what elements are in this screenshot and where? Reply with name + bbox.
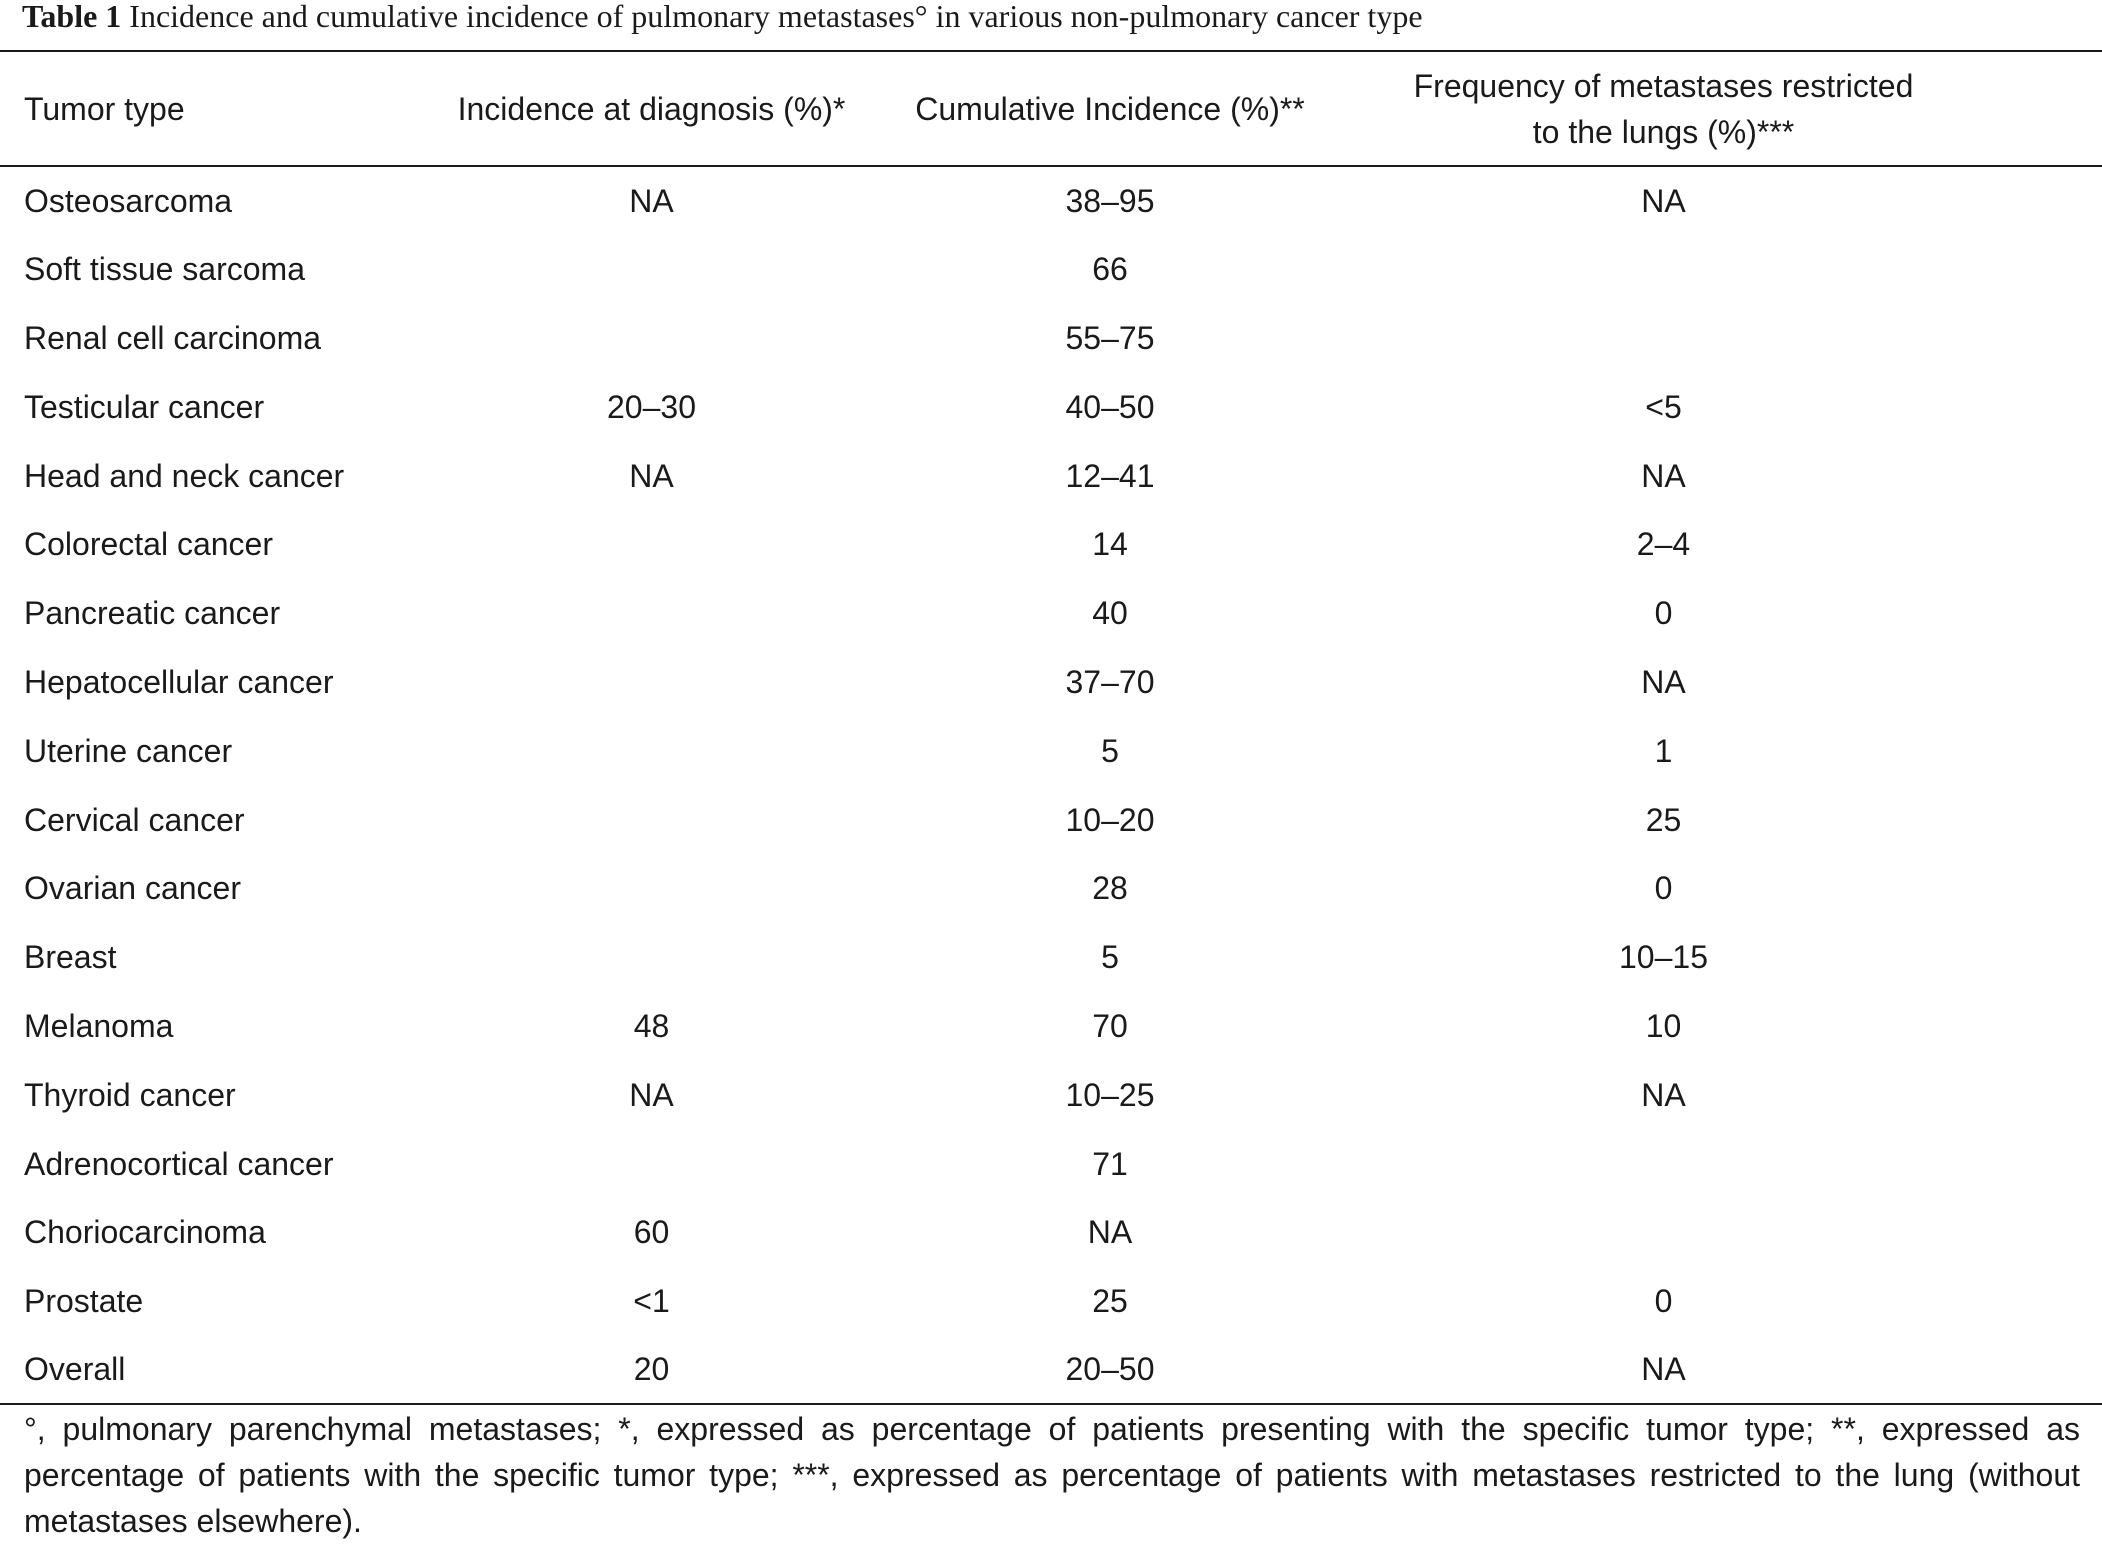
cumulative-incidence-cell: NA: [1087, 1214, 1133, 1251]
cumulative-incidence-cell: 10–20: [1065, 801, 1155, 838]
incidence-at-diagnosis-cell: [418, 923, 885, 992]
tumor-type-cell: Colorectal cancer: [24, 526, 273, 563]
incidence-at-diagnosis-cell: 20: [633, 1351, 670, 1388]
frequency-restricted-cell: 25: [1645, 801, 1682, 838]
header-row: [0, 51, 2102, 166]
table-row: [0, 1267, 2102, 1336]
table-row: [0, 235, 2102, 304]
tumor-type-cell: Adrenocortical cancer: [24, 1145, 334, 1182]
table-row: [0, 166, 2102, 235]
table-row: [0, 992, 2102, 1061]
header-frequency-line-1: Frequency of metastases restricted: [1413, 67, 1914, 104]
tumor-type-cell: Overall: [24, 1351, 126, 1388]
frequency-restricted-cell: [1335, 1198, 2102, 1267]
cumulative-incidence-cell: 38–95: [1065, 182, 1155, 219]
table-row: [0, 579, 2102, 648]
frequency-restricted-cell: 10: [1645, 1007, 1682, 1044]
incidence-at-diagnosis-cell: [418, 648, 885, 717]
cumulative-incidence-cell: 40: [1092, 595, 1128, 632]
frequency-restricted-cell: 0: [1654, 870, 1673, 907]
header-frequency-restricted-to-lungs: [1335, 51, 2102, 166]
cumulative-incidence-cell: 14: [1092, 526, 1128, 563]
tumor-type-cell: Soft tissue sarcoma: [24, 251, 305, 288]
incidence-at-diagnosis-cell: [418, 716, 885, 785]
cumulative-incidence-cell: 28: [1092, 870, 1128, 907]
incidence-at-diagnosis-cell: [418, 854, 885, 923]
incidence-table: [0, 50, 2102, 1405]
tumor-type-cell: Head and neck cancer: [24, 457, 345, 494]
table-row: [0, 923, 2102, 992]
frequency-restricted-cell: 2–4: [1636, 526, 1691, 563]
cumulative-incidence-cell: 66: [1092, 251, 1128, 288]
frequency-restricted-cell: [1335, 235, 2102, 304]
tumor-type-cell: Thyroid cancer: [24, 1076, 236, 1113]
cumulative-incidence-cell: 5: [1101, 939, 1119, 976]
table-footnote: °, pulmonary parenchymal metastases; *, expressed as percentage of patients presenting with the specific tumor type; **, expressed as percentage of patients with the specific tumor type; ***, expressed as percentage of patients with metastases restricted to the lung (without metastases elsewhere).: [24, 1411, 2080, 1539]
frequency-restricted-cell: NA: [1641, 457, 1686, 494]
cumulative-incidence-cell: 20–50: [1065, 1351, 1155, 1388]
tumor-type-cell: Hepatocellular cancer: [24, 663, 334, 700]
cumulative-incidence-cell: 37–70: [1065, 663, 1155, 700]
frequency-restricted-cell: NA: [1641, 1076, 1686, 1113]
incidence-at-diagnosis-cell: 60: [633, 1214, 670, 1251]
incidence-at-diagnosis-cell: [418, 1129, 885, 1198]
frequency-restricted-cell: 0: [1654, 1283, 1673, 1320]
caption-text: Incidence and cumulative incidence of pulmonary metastases° in various non-pulmonary cancer type: [129, 0, 1423, 34]
incidence-at-diagnosis-cell: [418, 304, 885, 373]
frequency-restricted-cell: 10–15: [1619, 939, 1708, 976]
header-incidence-at-diagnosis: Incidence at diagnosis (%)*: [457, 90, 846, 127]
cumulative-incidence-cell: 25: [1092, 1283, 1128, 1320]
tumor-type-cell: Cervical cancer: [24, 801, 245, 838]
table-row: [0, 854, 2102, 923]
incidence-at-diagnosis-cell: [418, 510, 885, 579]
frequency-restricted-cell: 0: [1654, 595, 1673, 632]
header-cumulative-incidence: Cumulative Incidence (%)**: [915, 90, 1305, 127]
cumulative-incidence-cell: 10–25: [1065, 1076, 1155, 1113]
tumor-type-cell: Testicular cancer: [24, 388, 265, 425]
incidence-at-diagnosis-cell: NA: [629, 457, 674, 494]
table-row: [0, 1336, 2102, 1405]
tumor-type-cell: Uterine cancer: [24, 732, 233, 769]
cumulative-incidence-cell: 55–75: [1065, 319, 1155, 356]
cumulative-incidence-cell: 71: [1092, 1145, 1128, 1182]
tumor-type-cell: Osteosarcoma: [24, 182, 233, 219]
frequency-restricted-cell: NA: [1641, 182, 1686, 219]
table-row: [0, 716, 2102, 785]
table-row: [0, 1198, 2102, 1267]
table-row: [0, 510, 2102, 579]
frequency-restricted-cell: 1: [1654, 732, 1673, 769]
table-row: [0, 1060, 2102, 1129]
incidence-at-diagnosis-cell: 20–30: [607, 388, 696, 425]
cumulative-incidence-cell: 5: [1101, 732, 1119, 769]
tumor-type-cell: Pancreatic cancer: [24, 595, 281, 632]
cumulative-incidence-cell: 70: [1092, 1007, 1128, 1044]
frequency-restricted-cell: <5: [1645, 388, 1682, 425]
header-frequency-line-2: to the lungs (%)***: [1532, 113, 1795, 150]
frequency-restricted-cell: [1335, 304, 2102, 373]
tumor-type-cell: Breast: [24, 939, 117, 976]
table-row: [0, 372, 2102, 441]
caption-label: Table 1: [22, 0, 122, 34]
incidence-at-diagnosis-cell: [418, 785, 885, 854]
frequency-restricted-cell: [1335, 1129, 2102, 1198]
tumor-type-cell: Ovarian cancer: [24, 870, 241, 907]
incidence-at-diagnosis-cell: [418, 579, 885, 648]
incidence-at-diagnosis-cell: 48: [633, 1007, 670, 1044]
tumor-type-cell: Melanoma: [24, 1007, 174, 1044]
incidence-at-diagnosis-cell: <1: [633, 1283, 670, 1320]
table-body: [0, 166, 2102, 1404]
tumor-type-cell: Renal cell carcinoma: [24, 319, 322, 356]
cumulative-incidence-cell: 40–50: [1065, 388, 1155, 425]
frequency-restricted-cell: NA: [1641, 1351, 1686, 1388]
tumor-type-cell: Prostate: [24, 1283, 144, 1320]
table-row: [0, 304, 2102, 373]
table-caption: [22, 0, 2082, 44]
incidence-at-diagnosis-cell: [418, 235, 885, 304]
cumulative-incidence-cell: 12–41: [1065, 457, 1155, 494]
table-row: [0, 785, 2102, 854]
incidence-at-diagnosis-cell: NA: [629, 1076, 674, 1113]
frequency-restricted-cell: NA: [1641, 663, 1686, 700]
tumor-type-cell: Choriocarcinoma: [24, 1214, 266, 1251]
incidence-at-diagnosis-cell: NA: [629, 182, 674, 219]
table-header: [0, 51, 2102, 166]
table-row: [0, 1129, 2102, 1198]
table-row: [0, 648, 2102, 717]
header-tumor-type: Tumor type: [24, 90, 185, 127]
table-row: [0, 441, 2102, 510]
